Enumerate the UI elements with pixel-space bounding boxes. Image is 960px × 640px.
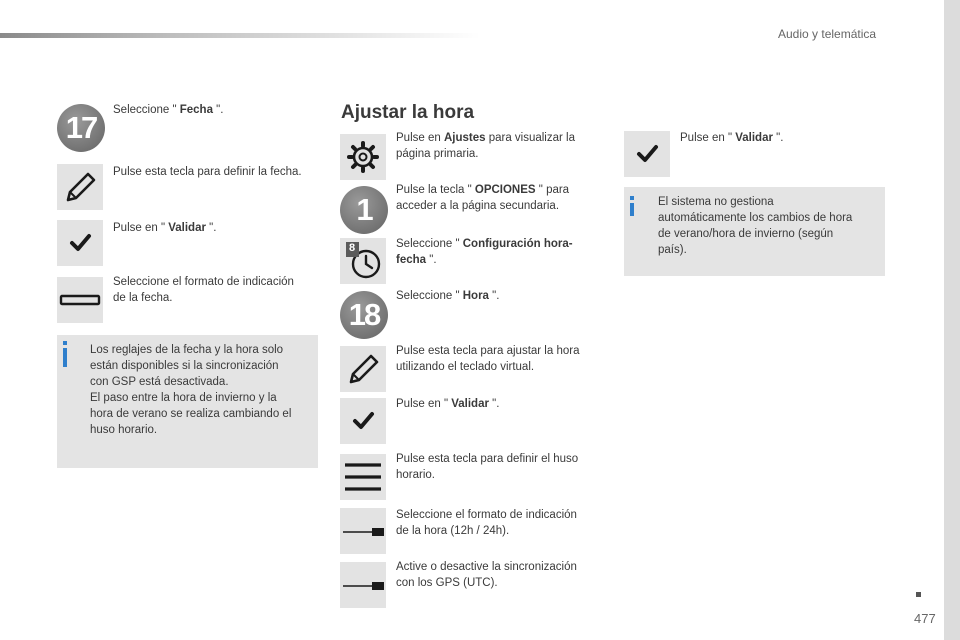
time-format-toggle-tile: [340, 508, 386, 554]
clock-icon: [340, 238, 386, 284]
instruction-validate-final: Pulse en " Validar ".: [680, 132, 784, 144]
instruction-define-timezone: Pulse esta tecla para definir el huso horario.: [396, 453, 579, 481]
list-menu-icon: [340, 454, 386, 500]
instruction-date-format: Seleccione el formato de indicación de la fecha.: [113, 276, 294, 304]
section-title-set-time: Ajustar la hora: [341, 102, 475, 123]
instruction-define-date: Pulse esta tecla para definir la fecha.: [113, 166, 302, 178]
format-slot-icon: [57, 277, 103, 323]
info-text-date-time: Los reglajes de la fecha y la hora solo están disponibles si la sincronización con GSP está desactivada. El paso entre la hora de invierno y la hora de verano se realiza cambiando el huso horario.: [90, 344, 292, 436]
timezone-key-tile: [340, 454, 386, 500]
validate-key-tile-final: [624, 131, 670, 177]
step-number-17: 17: [57, 104, 105, 152]
instruction-set-time-keyboard: Pulse esta tecla para ajustar la hora utilizando el teclado virtual.: [396, 345, 580, 373]
gear-icon: [340, 134, 386, 180]
instruction-options-key: Pulse la tecla " OPCIONES " para acceder a la página secundaria.: [396, 184, 570, 212]
gps-sync-toggle-tile: [340, 562, 386, 608]
toggle-switch-icon: [340, 508, 386, 554]
validate-key-tile: [57, 220, 103, 266]
clock-settings-key-tile: [340, 238, 386, 284]
info-box-date-time: [57, 335, 318, 468]
info-icon: [63, 348, 67, 367]
page-marker: [916, 592, 921, 597]
instruction-validate-date: Pulse en " Validar ".: [113, 222, 217, 234]
instruction-config-time-date: Seleccione " Configuración hora- fecha ".: [396, 238, 573, 266]
info-box-dst: [624, 187, 885, 276]
checkmark-icon: [340, 398, 386, 444]
instruction-validate-time: Pulse en " Validar ".: [396, 398, 500, 410]
checkmark-icon: [624, 131, 670, 177]
instruction-gps-sync: Active o desactive la sincronización con los GPS (UTC).: [396, 561, 577, 589]
validate-key-tile-time: [340, 398, 386, 444]
toggle-switch-icon: [340, 562, 386, 608]
instruction-select-date: Seleccione " Fecha ".: [113, 104, 224, 116]
pencil-icon: [340, 346, 386, 392]
page-side-strip: [944, 0, 960, 640]
instruction-select-time: Seleccione " Hora ".: [396, 290, 500, 302]
step-number-18: 18: [340, 291, 388, 339]
format-key-tile: [57, 277, 103, 323]
page-number: 477: [914, 611, 936, 626]
info-icon: [630, 203, 634, 216]
info-text-dst: El sistema no gestiona automáticamente los cambios de hora de verano/hora de invierno (según país).: [658, 196, 853, 256]
step-number-1: 1: [340, 186, 388, 234]
header-gradient-bar: [0, 33, 480, 38]
clock-badge-number: 8: [349, 242, 356, 254]
checkmark-icon: [57, 220, 103, 266]
pencil-key-tile-time: [340, 346, 386, 392]
instruction-open-settings: Pulse en Ajustes para visualizar la página primaria.: [396, 132, 575, 160]
settings-key-tile: [340, 134, 386, 180]
page-header-title: Audio y telemática: [778, 27, 877, 41]
info-i-dot: [630, 196, 634, 200]
pencil-icon: [57, 164, 103, 210]
pencil-key-tile: [57, 164, 103, 210]
instruction-time-format: Seleccione el formato de indicación de la hora (12h / 24h).: [396, 509, 577, 537]
info-i-dot: [63, 341, 67, 345]
